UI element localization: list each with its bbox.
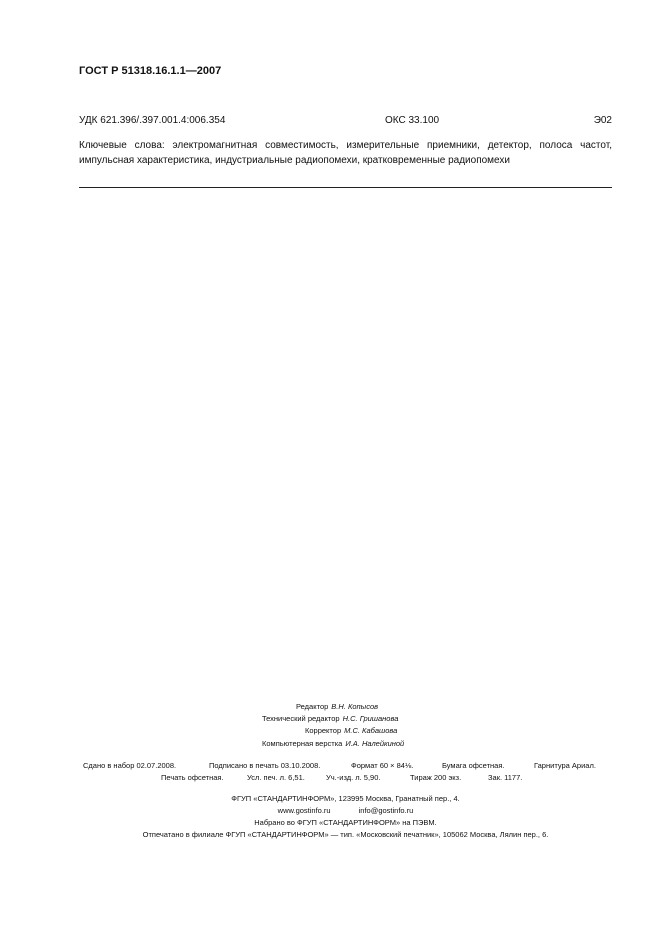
staff-role: Корректор <box>305 726 342 736</box>
oks-code: ОКС 33.100 <box>385 115 440 126</box>
staff-role: Редактор <box>296 702 329 711</box>
staff-name: Н.С. Гришанова <box>342 714 399 724</box>
classification-code: Э02 <box>593 115 612 126</box>
print-details-row-2 <box>83 772 610 784</box>
editorial-staff <box>262 701 522 750</box>
print-run: Тираж 200 экз. <box>410 773 462 782</box>
publisher-contacts <box>79 805 612 817</box>
staff-role: Технический редактор <box>262 714 340 724</box>
staff-name: В.Н. Копысов <box>331 702 379 711</box>
publisher-info <box>79 793 612 841</box>
paper-type: Бумага офсетная. <box>442 761 505 770</box>
print-details-row-1 <box>83 760 610 772</box>
printed-sheets: Усл. печ. л. 6,51. <box>247 773 305 782</box>
divider-rule <box>79 187 612 188</box>
staff-editor <box>262 701 522 713</box>
order-number: Зак. 1177. <box>488 773 523 782</box>
publisher-sheets: Уч.-изд. л. 5,90. <box>326 773 381 782</box>
print-type: Печать офсетная. <box>161 773 224 782</box>
typeset-note: Набрано во ФГУП «СТАНДАРТИНФОРМ» на ПЭВМ. <box>254 818 437 827</box>
document-number: ГОСТ Р 51318.16.1.1—2007 <box>79 65 222 77</box>
staff-name: М.С. Кабашова <box>344 726 398 736</box>
staff-tech-editor <box>262 713 522 725</box>
printed-note: Отпечатано в филиале ФГУП «СТАНДАРТИНФОРМ» — тип. «Московский печатник», 105062 Москва, Лялин пер., 6. <box>142 830 549 839</box>
signed-to-print: Подписано в печать 03.10.2008. <box>209 761 321 770</box>
publisher-email: info@gostinfo.ru <box>358 806 414 815</box>
font-name: Гарнитура Ариал. <box>534 761 596 770</box>
staff-role: Компьютерная верстка <box>262 738 343 748</box>
staff-proofreader <box>262 725 522 737</box>
print-format: Формат 60 × 84⅛. <box>351 761 414 770</box>
sent-to-set: Сдано в набор 02.07.2008. <box>83 761 177 770</box>
staff-name: И.А. Налейкиной <box>345 738 405 748</box>
classification-line <box>79 115 612 129</box>
publisher-address: ФГУП «СТАНДАРТИНФОРМ», 123995 Москва, Гранатный пер., 4. <box>231 794 460 803</box>
keywords-paragraph: Ключевые слова: электромагнитная совместимость, измерительные приемники, детектор, полоса частот, импульсная характеристика, индустриальные радиопомехи, кратковременные радиопомехи <box>79 140 612 166</box>
print-details <box>83 760 610 784</box>
publisher-website: www.gostinfo.ru <box>277 806 331 815</box>
udk-code: УДК 621.396/.397.001.4:006.354 <box>79 115 226 126</box>
staff-layout <box>262 738 522 750</box>
